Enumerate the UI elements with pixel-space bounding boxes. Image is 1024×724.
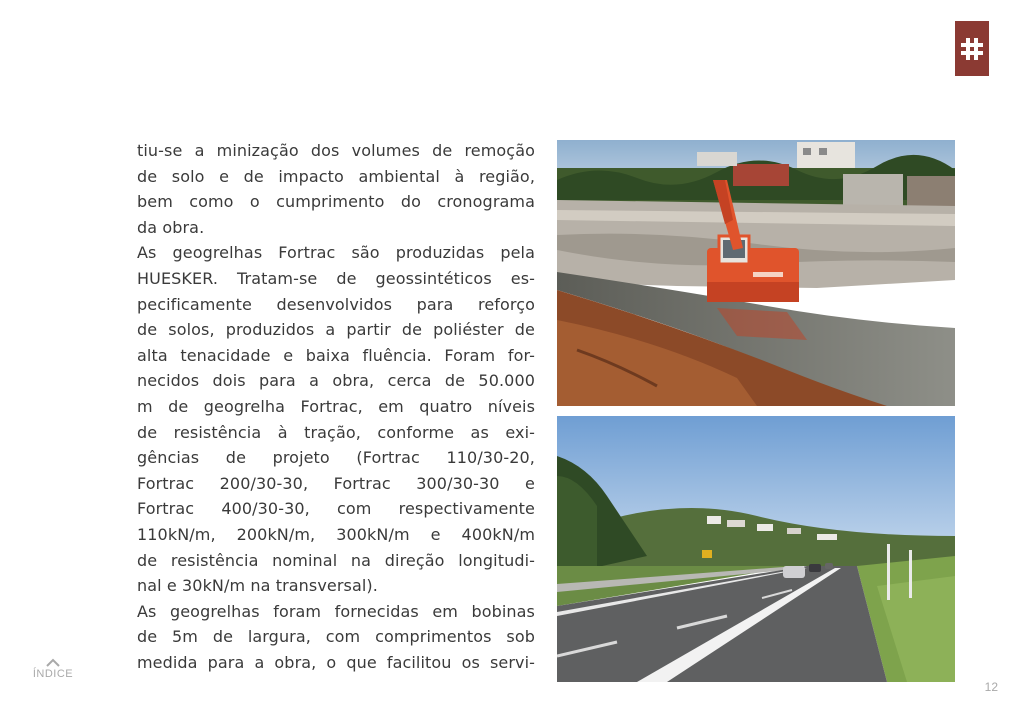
article-body [137,138,535,675]
hashtag-icon [959,36,985,62]
body-line: de solos, produzidos a partir de poliéster de [137,320,535,340]
body-line: 110kN/m, 200kN/m, 300kN/m e 400kN/m [137,524,535,544]
body-line: HUESKER. Tratam-se de geossintéticos es- [137,268,535,288]
body-line: Fortrac 200/30-30, Fortrac 300/30-30 e [137,473,535,493]
body-line: de 5m de largura, com comprimentos sob [137,627,535,647]
body-line: tiu-se a minização dos volumes de remoção [137,141,535,160]
body-line: necidos dois para a obra, cerca de 50.000 [137,371,535,391]
excavator-photo [557,140,955,406]
body-line: de resistência nominal na direção longitudi- [137,550,535,570]
body-line: alta tenacidade e baixa fluência. Foram for- [137,345,535,365]
body-line: da obra. [137,217,205,237]
body-line: de resistência à tração, conforme as exi- [137,422,535,442]
body-line: As geogrelhas Fortrac são produzidas pela [137,243,535,263]
body-line: gências de projeto (Fortrac 110/30-20, [137,448,535,468]
body-line: As geogrelhas foram fornecidas em bobinas [137,601,535,621]
chevron-up-icon [45,658,61,667]
body-line: Fortrac 400/30-30, com respectivamente [137,499,535,519]
body-line: de solo e de impacto ambiental à região, [137,166,535,186]
brand-logo [955,21,989,76]
body-line: medida para a obra, o que facilitou os servi- [137,652,535,672]
index-label: ÍNDICE [32,668,74,680]
body-line: m de geogrelha Fortrac, em quatro níveis [137,396,535,416]
body-line: bem como o cumprimento do cronograma [137,192,535,212]
body-line: pecificamente desenvolvidos para reforço [137,294,535,314]
body-line: nal e 30kN/m na transversal). [137,576,378,596]
highway-photo [557,416,955,682]
page-number: 12 [984,680,998,694]
index-link[interactable] [28,658,78,680]
